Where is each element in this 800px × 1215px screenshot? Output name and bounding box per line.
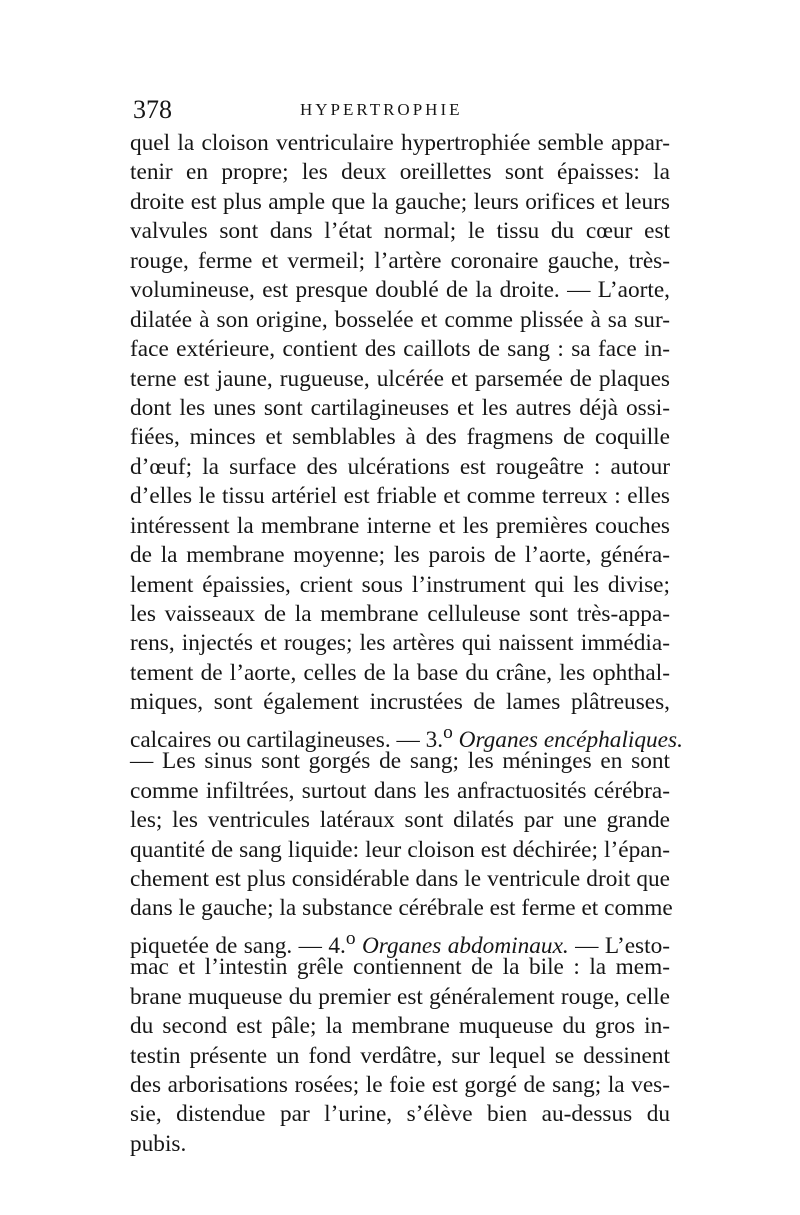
text-line: miques, sont également incrustées de lames plâtreuses, bbox=[130, 689, 670, 716]
text-line: droite est plus ample que la gauche; leurs orifices et leurs bbox=[130, 188, 670, 215]
text-line: intéressent la membrane interne et les premières couches bbox=[130, 512, 670, 539]
text-line: dans le gauche; la substance cérébrale est ferme et comme bbox=[130, 895, 673, 922]
text-line: volumineuse, est presque doublé de la droite. — L’aorte, bbox=[130, 277, 670, 304]
text-line: face extérieure, contient des caillots de sang : sa face in- bbox=[130, 336, 670, 363]
text-line: comme infiltrées, surtout dans les anfractuosités cérébra- bbox=[130, 777, 670, 804]
text-line: tenir en propre; les deux oreillettes sont épaisses: la bbox=[130, 159, 670, 186]
running-header: HYPERTROPHIE bbox=[300, 100, 463, 119]
text-line: du second est pâle; la membrane muqueuse du gros in- bbox=[130, 1013, 670, 1040]
italic-heading: Organes abdominaux. bbox=[355, 932, 569, 959]
text-line: les vaisseaux de la membrane celluleuse sont très-appa- bbox=[130, 601, 670, 627]
page-number: 378 bbox=[133, 95, 172, 124]
text-span: — L’esto- bbox=[568, 932, 670, 959]
text-line: fiées, minces et semblables à des fragmens de coquille bbox=[130, 424, 670, 451]
text-line: sie, distendue par l’urine, s’élève bien au-dessus du bbox=[130, 1101, 670, 1128]
text-line: lement épaissies, crient sous l’instrument qui les divise; bbox=[130, 571, 670, 598]
text-span: piquetée de sang. — 4. bbox=[130, 932, 346, 959]
text-line: chement est plus considérable dans le ventricule droit que bbox=[130, 865, 670, 892]
text-line: de la membrane moyenne; les parois de l’aorte, généra- bbox=[130, 542, 670, 569]
text-line: pubis. bbox=[130, 1130, 187, 1157]
text-line: terne est jaune, rugueuse, ulcérée et parsemée de plaques bbox=[130, 365, 670, 392]
text-line: dilatée à son origine, bosselée et comme plissée à sa sur- bbox=[130, 306, 670, 333]
text-line: quantité de sang liquide: leur cloison est déchirée; l’épan- bbox=[130, 836, 670, 863]
text-line: testin présente un fond verdâtre, sur lequel se dessinent bbox=[130, 1042, 670, 1069]
text-line bbox=[130, 924, 670, 959]
text-line: dont les unes sont cartilagineuses et les autres déjà ossi- bbox=[130, 394, 670, 421]
body-text bbox=[130, 129, 683, 1159]
text-span: calcaires ou cartilagineuses. — 3. bbox=[130, 726, 444, 753]
text-line: d’elles le tissu artériel est friable et comme terreux : elles bbox=[130, 483, 670, 510]
text-line: mac et l’intestin grêle contiennent de la bile : la mem- bbox=[130, 954, 670, 981]
text-line: quel la cloison ventriculaire hypertrophiée semble appar- bbox=[130, 130, 670, 156]
text-line: d’œuf; la surface des ulcérations est rougeâtre : autour bbox=[130, 453, 670, 480]
text-line: valvules sont dans l’état normal; le tissu du cœur est bbox=[130, 218, 670, 245]
text-line: — Les sinus sont gorgés de sang; les méninges en sont bbox=[130, 748, 670, 775]
superscript: o bbox=[443, 721, 453, 743]
superscript: o bbox=[345, 927, 356, 949]
italic-heading: Organes encéphaliques. bbox=[452, 726, 683, 753]
text-line: des arborisations rosées; le foie est gorgé de sang; la ves- bbox=[130, 1072, 670, 1098]
text-line: rouge, ferme et vermeil; l’artère coronaire gauche, très- bbox=[130, 247, 670, 274]
text-line: les; les ventricules latéraux sont dilatés par une grande bbox=[130, 807, 670, 834]
text-line: brane muqueuse du premier est généralement rouge, celle bbox=[130, 983, 670, 1010]
text-line: tement de l’aorte, celles de la base du crâne, les ophthal- bbox=[130, 659, 670, 686]
text-line bbox=[130, 718, 683, 753]
text-line: rens, injectés et rouges; les artères qui naissent immédia- bbox=[130, 630, 670, 657]
